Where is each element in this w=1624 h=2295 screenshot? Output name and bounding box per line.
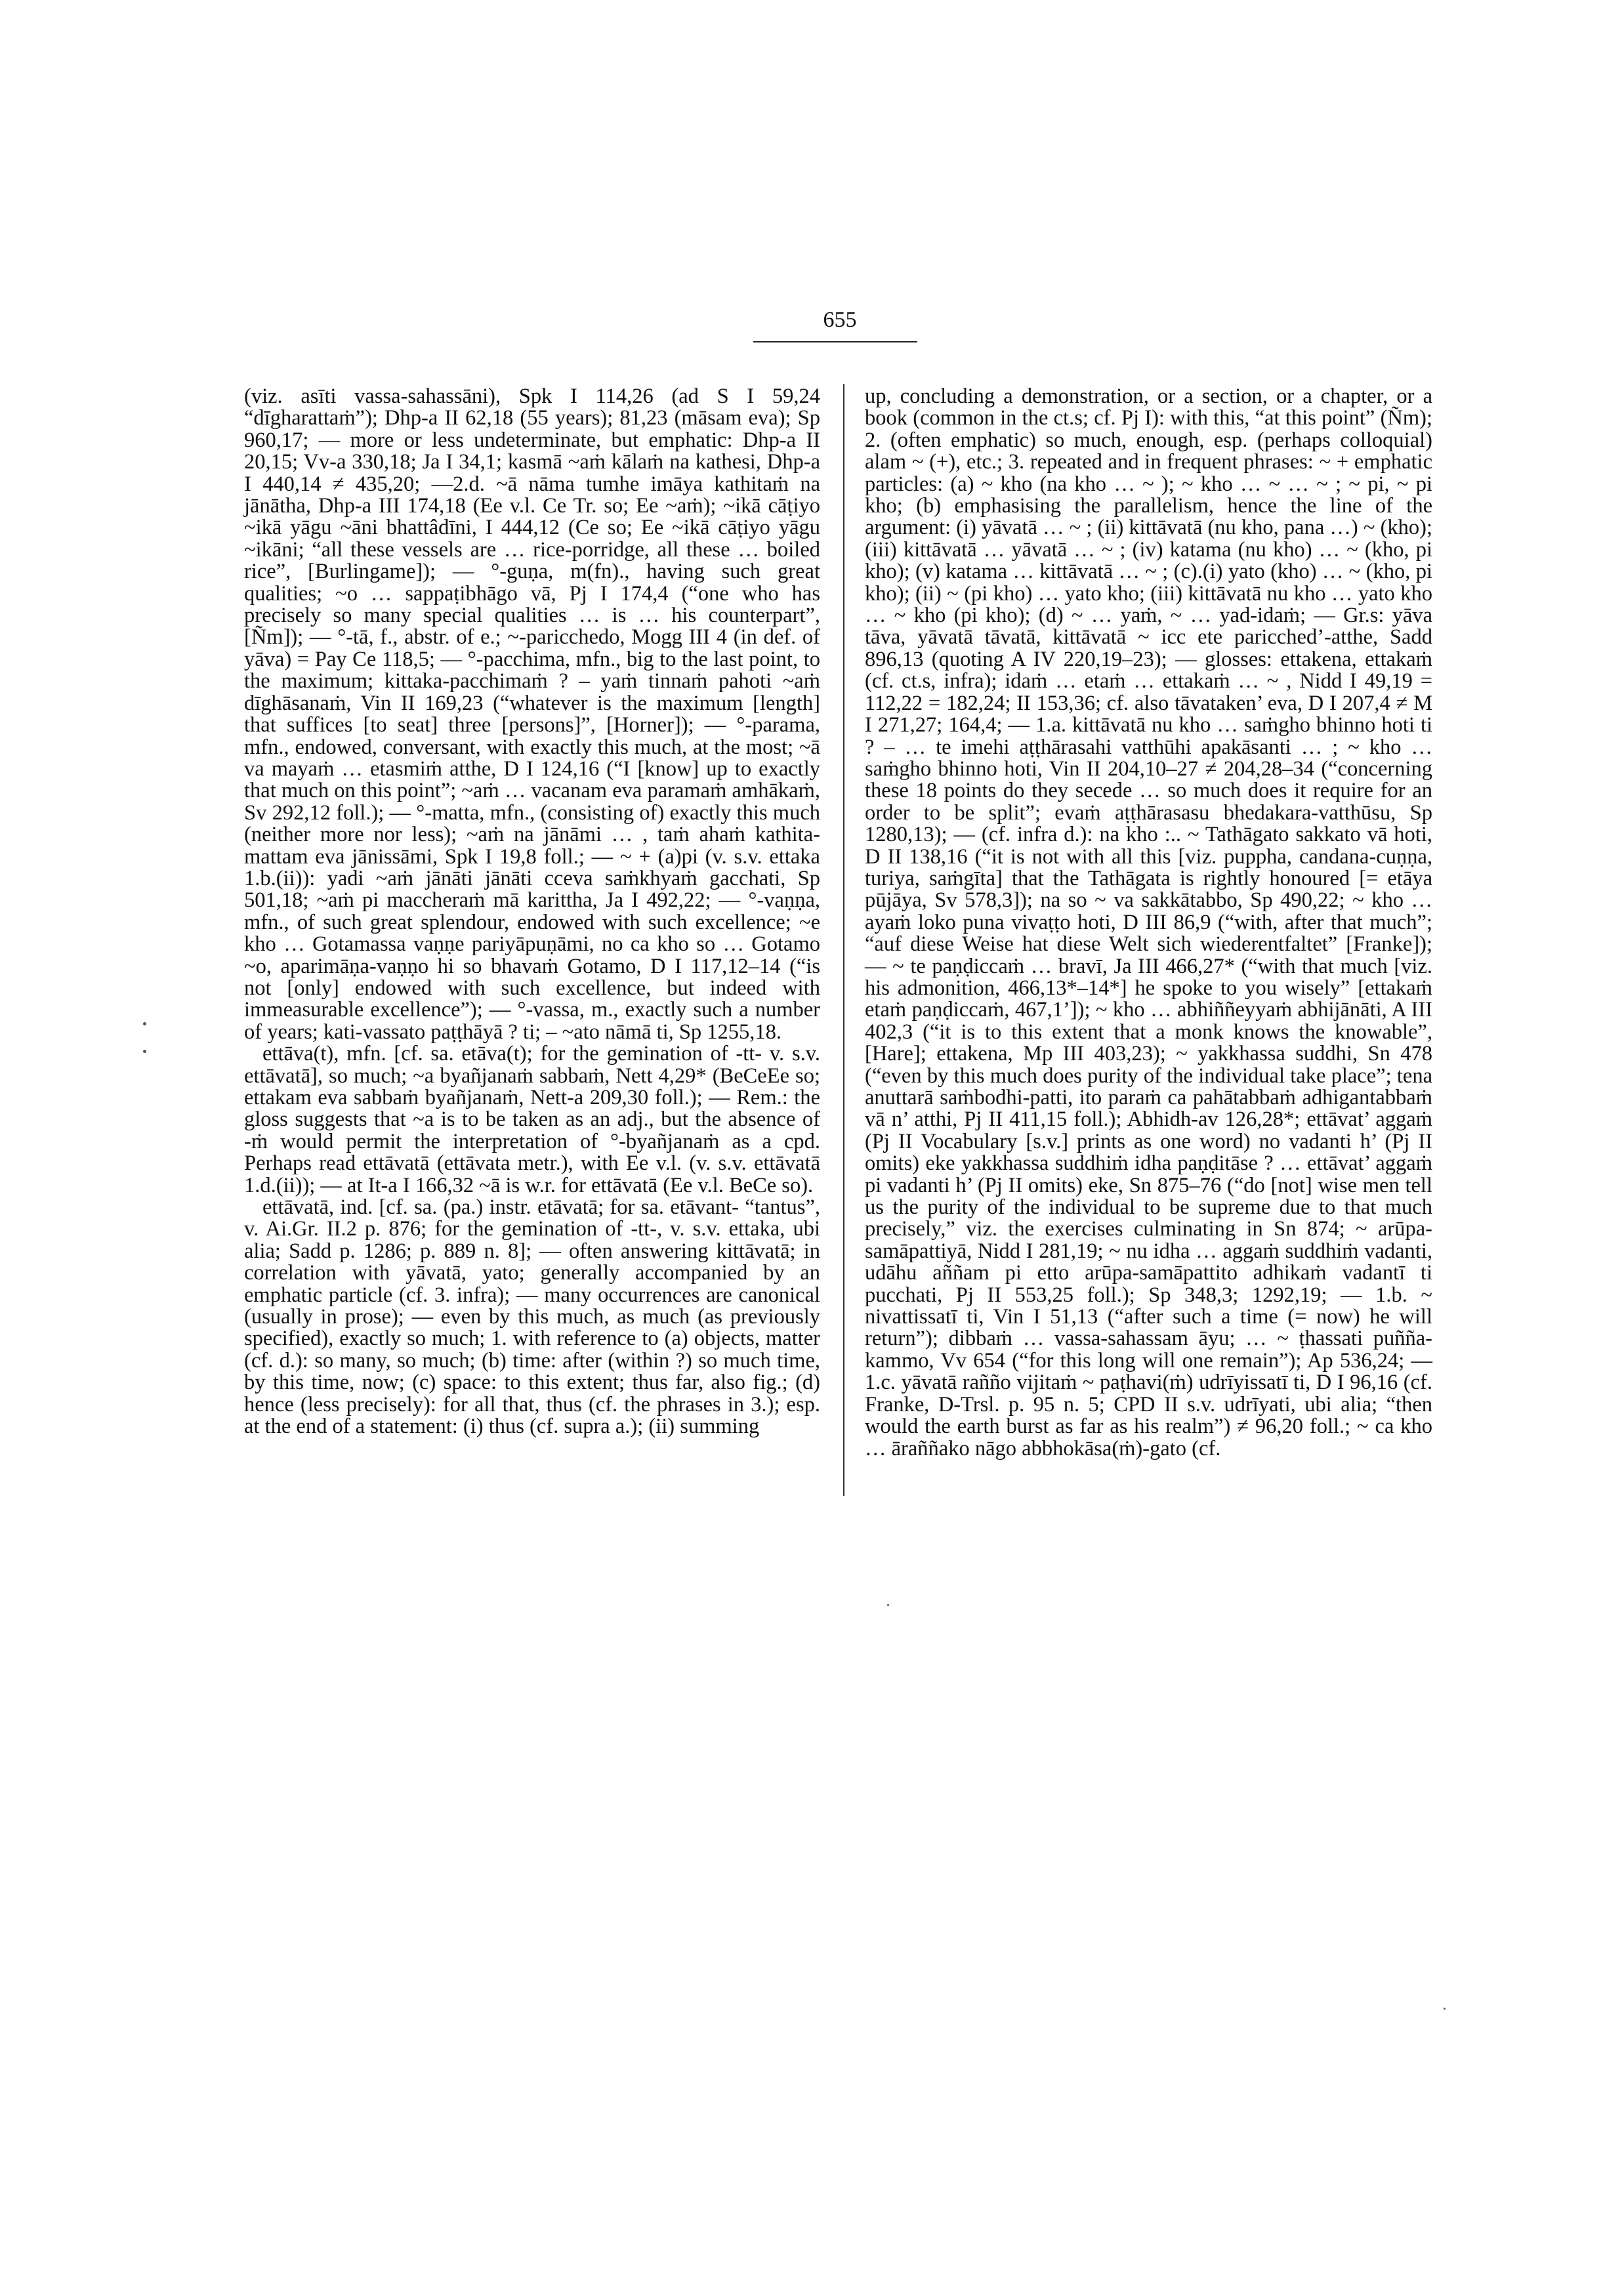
scan-mark xyxy=(143,1022,146,1025)
scan-mark xyxy=(143,1050,146,1053)
scan-mark xyxy=(1444,2008,1446,2010)
entry-ettavata: ettāvatā, ind. [cf. sa. (pa.) instr. etāvatā; for sa. etāvant- “tantus”, v. Ai.Gr. II.2 p. 876; for the gemination of -tt-, v. s.v. ettaka, ubi alia; Sadd p. 1286; p. 889 n. 8]; — often answering kittāvatā; in correlation with yāvatā, yato; generally accompanied by an emphatic particle (cf. 3. infra); — many occurrences are canonical (usually in prose); — even by this much, as much (as previously specified), exactly so much; 1. with reference to (a) objects, matter (cf. d.): so many, so much; (b) time: after (within ?) so much time, by this time, now; (c) space: to this extent; thus far, also fig.; (d) hence (less precisely): for all that, thus (cf. the phrases in 3.); esp. at the end of a statement: (i) thus (cf. supra a.); (ii) summing xyxy=(244,1195,820,1439)
column-divider xyxy=(843,384,844,1496)
entry-ettavata-continued: up, concluding a demonstration, or a section, or a chapter, or a book (common in the ct.s; cf. Pj I): with this, “at this point” (Ñm); 2. (often emphatic) so much, enough, esp. (perhaps colloquial) alam ~ (+), etc.; 3. repeated and in frequent phrases: ~ + emphatic particles: (a) ~ kho (na kho … ~ ); ~ kho … ~ … ~ ; ~ pi, ~ pi kho; (b) emphasising the parallelism, hence the line of the argument: (i) yāvatā … ~ ; (ii) kittāvatā (nu kho, pana …) ~ (kho); (iii) kittāvatā … yāvatā … ~ ; (iv) katama (nu kho) … ~ (kho, pi kho); (v) katama … kittāvatā … ~ ; (c).(i) yato (kho) … ~ (kho, pi kho); (ii) ~ (pi kho) … yato kho; (iii) kittāvatā nu kho … yato kho … ~ kho (pi kho); (d) ~ … yaṁ, ~ … yad-idaṁ; — Gr.s: yāva tāva, yāvatā tāvatā, kittāvatā ~ icc ete paricched’-atthe, Sadd 896,13 (quoting A IV 220,19–23); — glosses: ettakena, ettakaṁ (cf. ct.s, infra); idaṁ … etaṁ … ettakaṁ … ~ , Nidd I 49,19 = 112,22 = 182,24; II 153,36; cf. also tāvataken’ eva, D I 207,4 ≠ M I 271,27; 164,4; — 1.a. kittāvatā nu kho … saṁgho bhinno hoti ti ? – … te imehi aṭṭhārasahi vatthūhi apakāsanti … ; ~ kho … saṁgho bhinno hoti, Vin II 204,10–27 ≠ 204,28–34 (“concerning these 18 points do they secede … so much does it require for an order to be split”; evaṁ aṭṭhārasasu bhedakara-vatthūsu, Sp 1280,13); — (cf. infra d.): na kho :.. ~ Tathāgato sakkato vā hoti, D II 138,16 (“it is not with all this [viz. puppha, candana-cuṇṇa, turiya, saṁgīta] that the Tathāgata is rightly honoured [= etāya pūjāya, Sv 578,3]); na so ~ va sakkātabbo, Sp 490,22; ~ kho … ayaṁ loko puna vivaṭṭo hoti, D III 86,9 (“with, after that much”; “auf diese Weise hat diese Welt sich wiederentfaltet” [Franke]); — ~ te paṇḍiccaṁ … bravī, Ja III 466,27* (“with that much [viz. his admonition, 466,13*–14*] he spoke to you wisely” [ettakaṁ etaṁ paṇḍiccaṁ, 467,1’]); ~ kho … abhiññeyyaṁ abhijānāti, A III 402,3 (“it is to this extent that a monk knows the knowable”, [Hare]; ettakena, Mp III 403,23); ~ yakkhassa suddhi, Sn 478 (“even by this much does purity of the individual take place”; tena anuttarā saṁbodhi-patti, ito paraṁ ca pahātabbaṁ adhigantabbaṁ vā n’ atthi, Pj II 411,15 foll.); Abhidh-av 126,28*; ettāvat’ aggaṁ (Pj II Vocabulary [s.v.] prints as one word) no vadanti h’ (Pj II omits) eke yakkhassa suddhiṁ idha paṇḍitāse ? … ettāvat’ aggaṁ pi vadanti h’ (Pj II omits) eke, Sn 875–76 (“do [not] wise men tell us the purity of the individual to be supreme due to that much precisely,” viz. the exercises culminating in Sn 874; ~ arūpa-samāpattiyā, Nidd I 281,19; ~ nu idha … aggaṁ suddhiṁ vadanti, udāhu aññam pi etto arūpa-samāpattito adhikaṁ vadantī ti pucchati, Pj II 553,25 foll.); Sp 348,3; 1292,19; — 1.b. ~ nivattissatī ti, Vin I 51,13 (“after such a time (= now) he will return”); dibbaṁ … vassa-sahassam āyu; … ~ ṭhassati puñña-kammo, Vv 654 (“for this long will one remain”); Ap 536,24; — 1.c. yāvatā rañño vijitaṁ ~ paṭhavi(ṁ) udrīyissatī ti, D I 96,16 (cf. Franke, D-Trsl. p. 95 n. 5; CPD II s.v. udrīyati, ubi alia; “then would the earth burst as far as his realm”) ≠ 96,20 foll.; ~ ca kho … āraññako nāgo abbhokāsa(ṁ)-gato (cf. xyxy=(865,384,1432,1460)
entry-ettavat: ettāva(t), mfn. [cf. sa. etāva(t); for the gemination of -tt- v. s.v. ettāvatā], so much; ~a byañjanaṁ sabbaṁ, Nett 4,29* (BeCeEe so; ettakam eva sabbaṁ byañjanaṁ, Nett-a 209,30 foll.); — Rem.: the gloss suggests that ~a is to be taken as an adj., but the absence of -ṁ would permit the interpretation of °-byañjanaṁ as a cpd. Perhaps read ettāvatā (ettāvata metr.), with Ee v.l. (v. s.v. ettāvatā 1.d.(ii)); — at It-a I 166,32 ~ā is w.r. for ettāvatā (Ee v.l. BeCe so). xyxy=(244,1042,820,1197)
page-number-rule xyxy=(753,341,917,342)
right-column xyxy=(865,386,1432,1460)
scan-mark xyxy=(887,1604,889,1606)
left-column xyxy=(244,386,820,1438)
entry-continuation-paragraph: (viz. asīti vassa-sahassāni), Spk I 114,26 (ad S I 59,24 “dīgharattaṁ”); Dhp-a II 62,18 (55 years); 81,23 (māsam eva); Sp 960,17; — more or less undeterminate, but emphatic: Dhp-a II 20,15; Vv-a 330,18; Ja I 34,1; kasmā ~aṁ kālaṁ na kathesi, Dhp-a I 440,14 ≠ 435,20; —2.d. ~ā nāma tumhe imāya kathitaṁ na jānātha, Dhp-a III 174,18 (Ee v.l. Ce Tr. so; Ee ~aṁ); ~ikā cāṭiyo ~ikā yāgu ~āni bhattâdīni, I 444,12 (Ce so; Ee ~ikā cāṭiyo yāgu ~ikāni; “all these vessels are … rice-porridge, all these … boiled rice”, [Burlingame]); — °-guṇa, m(fn)., having such great qualities; ~o … sappaṭibhāgo vā, Pj I 174,4 (“one who has precisely so many special qualities … is … his counterpart”, [Ñm]); — °-tā, f., abstr. of e.; ~-paricchedo, Mogg III 4 (in def. of yāva) = Pay Ce 118,5; — °-pacchima, mfn., big to the last point, to the maximum; kittaka-pacchimaṁ ? – yaṁ tinnaṁ pahoti ~aṁ dīghāsanaṁ, Vin II 169,23 (“whatever is the maximum [length] that suffices [to seat] three [persons]”, [Horner]); — °-parama, mfn., endowed, conversant, with exactly this much, at the most; ~ā va mayaṁ … etasmiṁ atthe, D I 124,16 (“I [know] up to exactly that much on this point”; ~aṁ … vacanam eva paramaṁ amhākaṁ, Sv 292,12 foll.); — °-matta, mfn., (consisting of) exactly this much (neither more nor less); ~aṁ na jānāmi … , taṁ ahaṁ kathita-mattam eva jānissāmi, Spk I 19,8 foll.; — ~ + (a)pi (v. s.v. ettaka 1.b.(ii)): yadi ~aṁ jānāti jānāti cceva saṁkhyaṁ gacchati, Sp 501,18; ~aṁ pi maccheraṁ mā karittha, Ja I 492,22; — °-vaṇṇa, mfn., of such great splendour, endowed with such excellence; ~e kho … Gotamassa vaṇṇe pariyāpuṇāmi, no ca kho so … Gotamo ~o, aparimāṇa-vaṇṇo hi so bhavaṁ Gotamo, D I 117,12–14 (“is not [only] endowed with such excellence, but indeed with immeasurable excellence”); — °-vassa, m., exactly such a number of years; kati-vassato paṭṭhāyā ? ti; – ~ato nāmā ti, Sp 1255,18. xyxy=(244,384,820,1044)
page-number: 655 xyxy=(823,308,857,332)
